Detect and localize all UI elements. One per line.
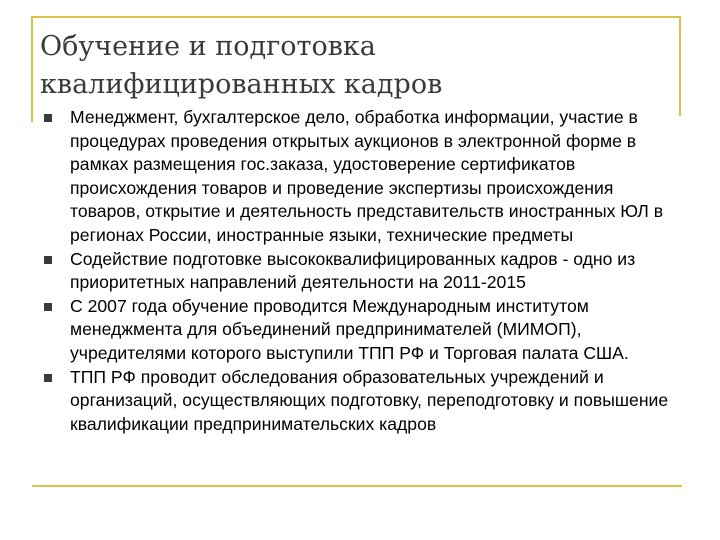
square-bullet-icon [44,374,52,382]
slide-title [40,28,660,104]
list-item [42,248,682,295]
bullet-text: Содействие подготовке высококвалифицированных кадров - одно из приоритетных направлений деятельности на 2011-2015 [70,248,636,293]
title-line-1: Обучение и подготовка [40,31,376,62]
list-item [42,106,682,248]
frame-top-line [31,16,681,18]
title-line-2: квалифицированных кадров [40,69,443,100]
list-item [42,366,682,437]
bullet-list [42,106,682,436]
square-bullet-icon [44,256,52,264]
frame-left-line [31,16,33,122]
square-bullet-icon [44,114,52,122]
square-bullet-icon [44,303,52,311]
list-item [42,295,682,366]
frame-right-line [679,16,681,116]
bullet-text: Менеджмент, бухгалтерское дело, обработка информации, участие в процедурах проведения открытых аукционов в электронной форме в рамках размещения гос.заказа, удостоверение сертификатов происхождения товаров и проведение экспертизы происхождения товаров, открытие и деятельность представительств иностранных ЮЛ в регионах России, иностранные языки, технические предметы [70,107,664,245]
bullet-text: ТПП РФ проводит обследования образовательных учреждений и организаций, осуществляющих подготовку, переподготовку и повышение квалификации предпринимательских кадров [70,366,669,434]
bullet-text: С 2007 года обучение проводится Международным институтом менеджмента для объединений предпринимателей (МИМОП), учредителями которого выступили ТПП РФ и Торговая палата США. [70,295,629,363]
frame-bottom-line [32,485,682,487]
